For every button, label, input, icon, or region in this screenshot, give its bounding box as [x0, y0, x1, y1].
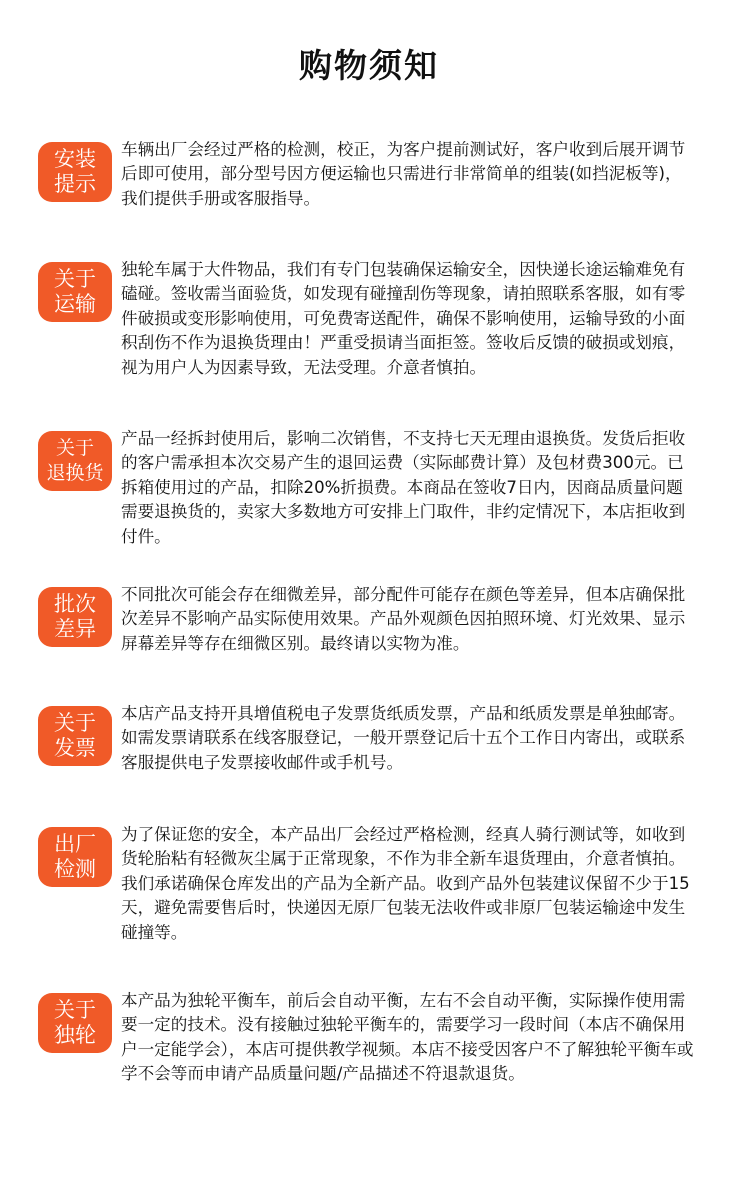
- section-badge-label: 关于 发票: [54, 711, 96, 760]
- section-text: 不同批次可能会存在细微差异，部分配件可能存在颜色等差异，但本店确保批次差异不影响产品实际使用效果。产品外观颜色因拍照环境、灯光效果、显示屏幕差异等存在细微区别。最终请以实物为准。: [121, 585, 686, 653]
- section-badge: [38, 262, 112, 322]
- section-badge-label: 批次 差异: [54, 592, 96, 641]
- section-text: 为了保证您的安全，本产品出厂会经过严格检测，经真人骑行测试等，如收到货轮胎粘有轻微灰尘属于正常现象，不作为非全新车退货理由，介意者慎拍。我们承诺确保仓库发出的产品为全新产品。收到产品外包装建议保留不少于15天，避免需要售后时，快递因无原厂包装无法收件或非原厂包装运输途中发生碰撞等。: [121, 825, 690, 942]
- section-badge: [38, 142, 112, 202]
- section-badge: [38, 431, 112, 491]
- section-text: 本店产品支持开具增值税电子发票货纸质发票，产品和纸质发票是单独邮寄。如需发票请联系在线客服登记，一般开票登记后十五个工作日内寄出，或联系客服提供电子发票接收邮件或手机号。: [121, 704, 686, 772]
- section-badge: [38, 993, 112, 1053]
- section-text: 独轮车属于大件物品，我们有专门包装确保运输安全，因快递长途运输难免有磕碰。签收需当面验货，如发现有碰撞刮伤等现象，请拍照联系客服，如有零件破损或变形影响使用，可免费寄送配件，确保不影响使用，运输导致的小面积刮伤不作为退换货理由！严重受损请当面拒签。签收后反馈的破损或划痕，视为用户人为因素导致，无法受理。介意者慎拍。: [121, 260, 686, 377]
- section-text: 产品一经拆封使用后，影响二次销售，不支持七天无理由退换货。发货后拒收的客户需承担本次交易产生的退回运费（实际邮费计算）及包材费300元。已拆箱使用过的产品，扣除20%折损费。本商品在签收7日内，因商品质量问题需要退换货的，卖家大多数地方可安排上门取件，非约定情况下，本店拒收到付件。: [121, 429, 686, 546]
- section-badge-label: 出厂 检测: [54, 832, 96, 881]
- section-badge-label: 安装 提示: [54, 147, 96, 196]
- section-badge-label: 关于 运输: [54, 267, 96, 316]
- section-badge: [38, 587, 112, 647]
- section-badge-label: 关于 退换货: [46, 437, 104, 484]
- section-badge-label: 关于 独轮: [54, 998, 96, 1047]
- section-text: 本产品为独轮平衡车，前后会自动平衡，左右不会自动平衡，实际操作使用需要一定的技术。没有接触过独轮平衡车的，需要学习一段时间（本店不确保用户一定能学会），本店可提供教学视频。本店不接受因客户不了解独轮平衡车或学不会等而申请产品质量问题/产品描述不符退款退货。: [121, 991, 694, 1084]
- section-text: 车辆出厂会经过严格的检测，校正，为客户提前测试好，客户收到后展开调节后即可使用，部分型号因方便运输也只需进行非常简单的组装(如挡泥板等)，我们提供手册或客服指导。: [121, 140, 686, 208]
- section-badge: [38, 827, 112, 887]
- page-title: 购物须知: [299, 46, 439, 85]
- section-badge: [38, 706, 112, 766]
